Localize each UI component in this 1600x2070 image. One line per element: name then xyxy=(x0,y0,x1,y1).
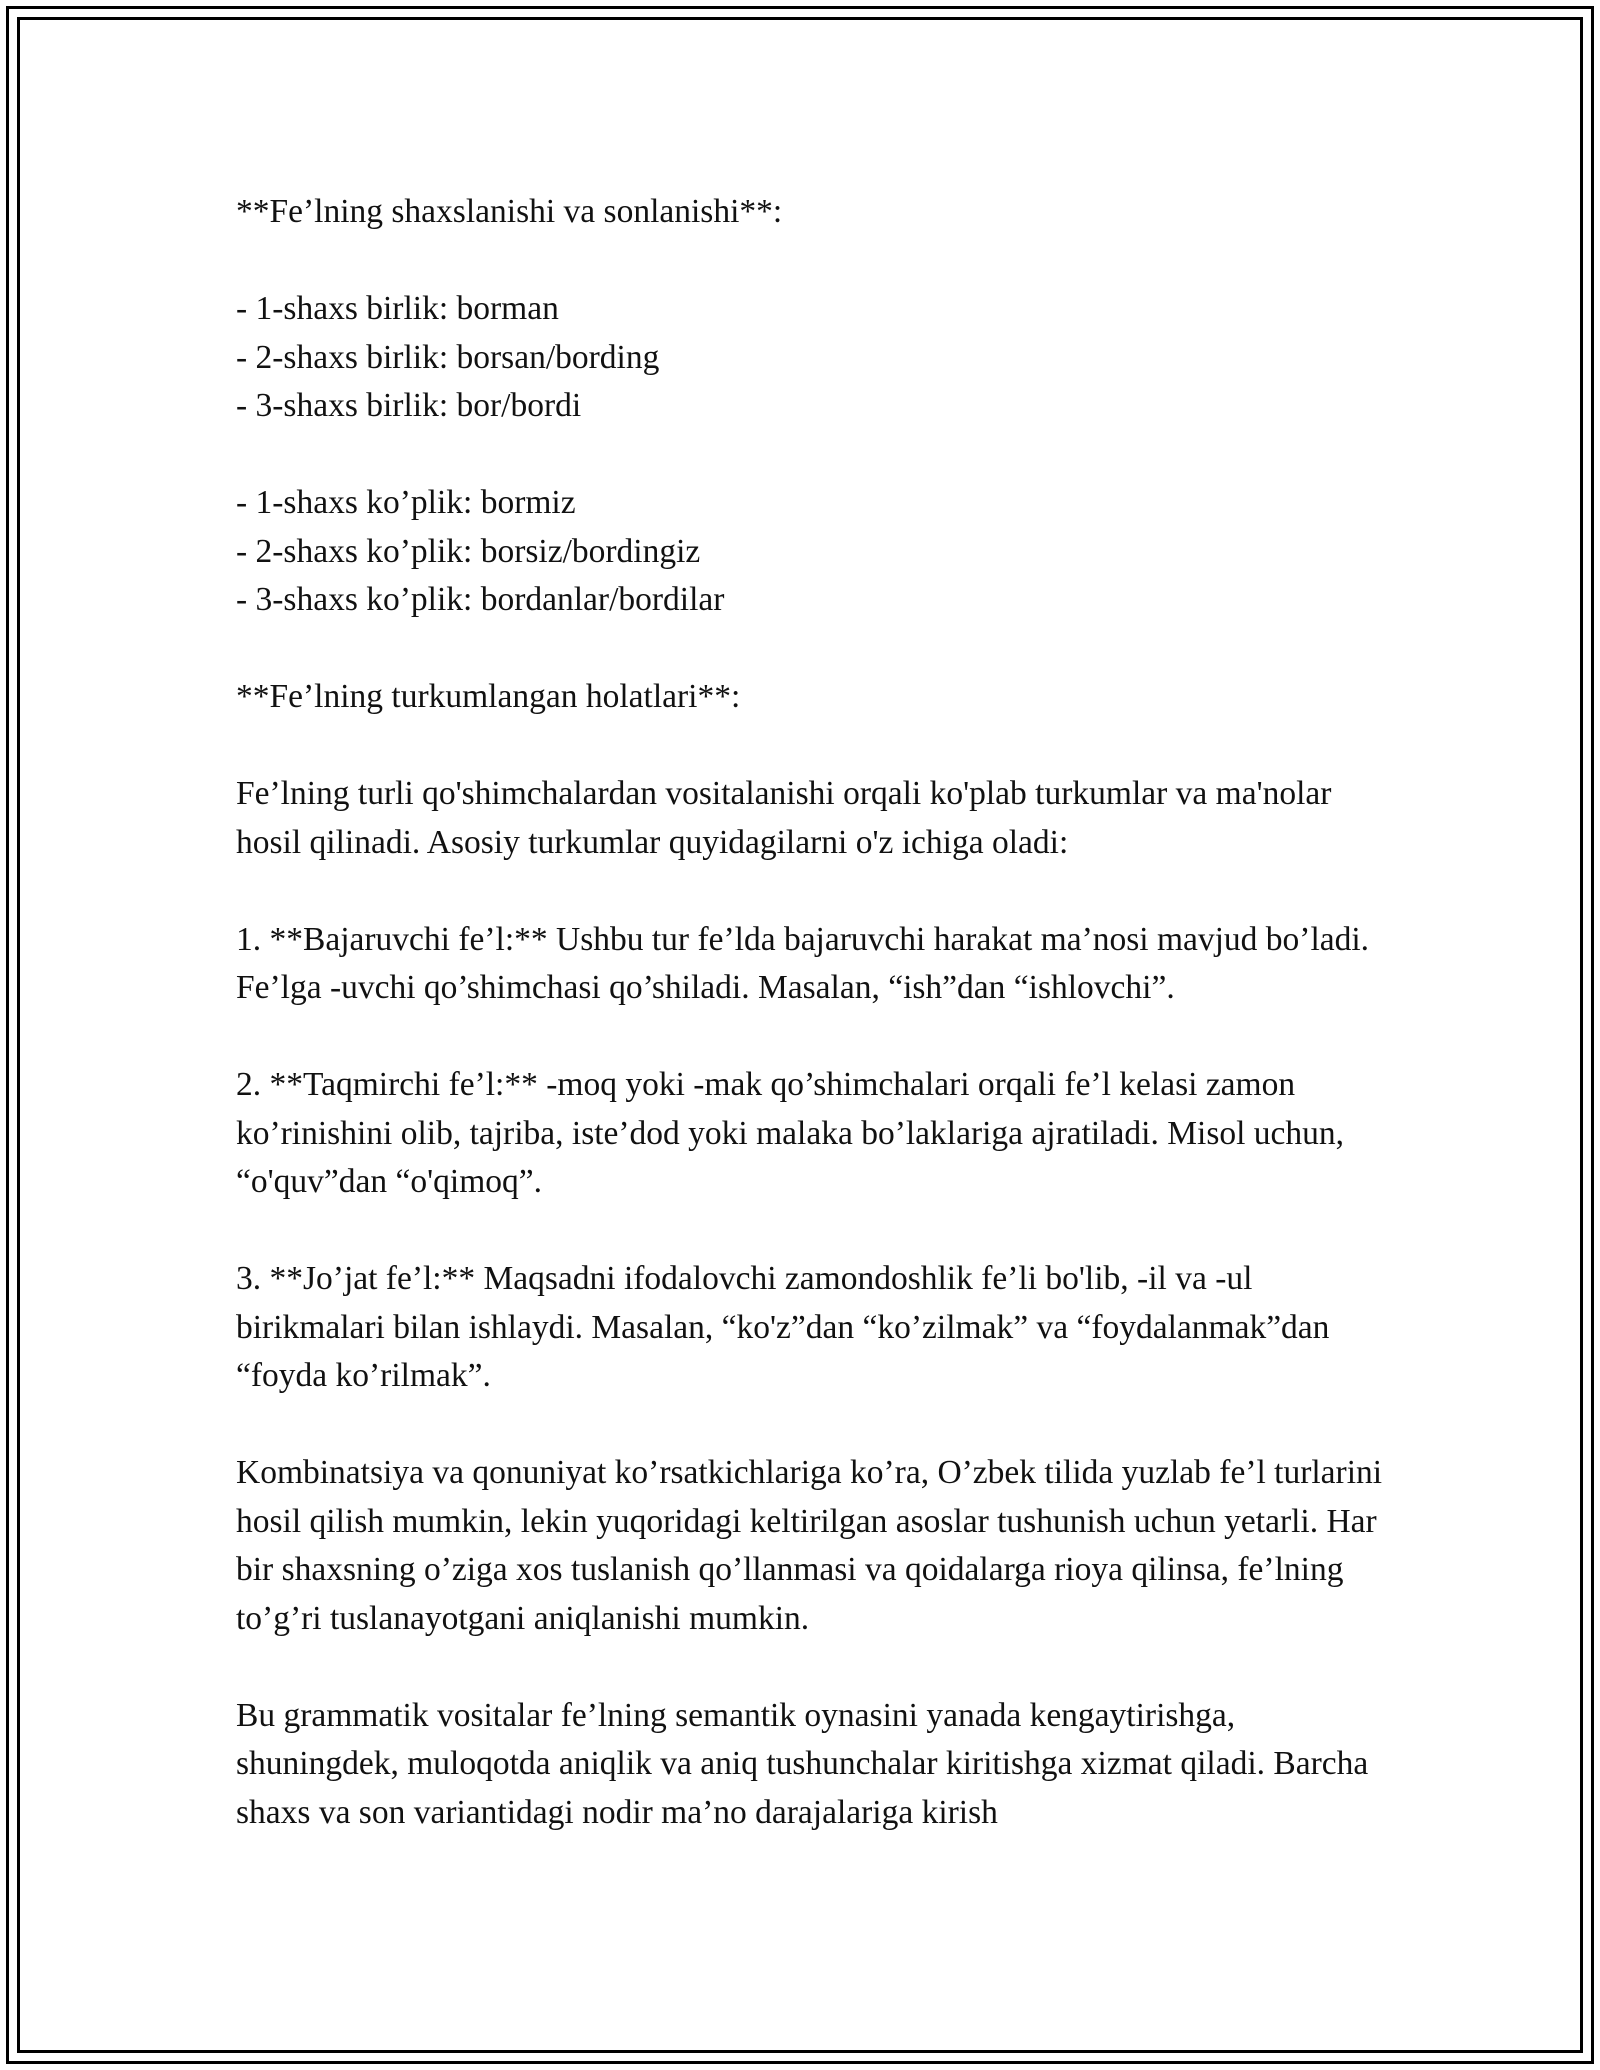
list-item-singular-1: - 1-shaxs birlik: borman xyxy=(236,290,559,327)
spacer xyxy=(236,867,1386,916)
spacer xyxy=(236,1643,1386,1692)
list-item-plural-1: - 1-shaxs ko’plik: bormiz xyxy=(236,484,576,521)
list-item-singular-3: - 3-shaxs birlik: bor/bordi xyxy=(236,387,582,424)
paragraph-conclusion: Bu grammatik vositalar fe’lning semantik oynasini yanada kengaytirishga, shuningdek, muloqotda aniqlik va aniq tushunchalar kiritishga xizmat qiladi. Barcha shaxs va son variantidagi nodir ma’no darajalariga kirish xyxy=(236,1696,1369,1831)
document-body xyxy=(236,188,1386,1837)
spacer xyxy=(236,1207,1386,1256)
spacer xyxy=(236,1401,1386,1450)
spacer xyxy=(236,722,1386,771)
numbered-item-3: 3. **Jo’jat fe’l:** Maqsadni ifodalovchi zamondoshlik fe’li bo'lib, -il va -ul birikmalari bilan ishlaydi. Masalan, “ko'z”dan “ko’zilmak” va “foydalanmak”dan “foyda ko’rilmak”. xyxy=(236,1260,1330,1394)
list-item-plural-3: - 3-shaxs ko’plik: bordanlar/bordilar xyxy=(236,581,725,618)
spacer xyxy=(236,625,1386,674)
list-item-singular-2: - 2-shaxs birlik: borsan/bording xyxy=(236,338,660,376)
list-item-plural-2: - 2-shaxs ko’plik: borsiz/bordingiz xyxy=(236,532,701,570)
paragraph-combination: Kombinatsiya va qonuniyat ko’rsatkichlariga ko’ra, O’zbek tilida yuzlab fe’l turlarini hosil qilish mumkin, lekin yuqoridagi keltirilgan asoslar tushunish uchun yetarli. Har bir shaxsning o’ziga xos tuslanish qo’llanmasi va qoidalarga rioya qilinsa, fe’lning to’g’ri tuslanayotgani aniqlanishi mumkin. xyxy=(236,1454,1383,1637)
spacer xyxy=(236,237,1386,286)
numbered-item-2: 2. **Taqmirchi fe’l:** -moq yoki -mak qo’shimchalari orqali fe’l kelasi zamon ko’rinishini olib, tajriba, iste’dod yoki malaka bo’laklariga ajratiladi. Misol uchun, “o'quv”dan “o'qimoq”. xyxy=(236,1066,1345,1200)
intro-paragraph: Fe’lning turli qo'shimchalardan vositalanishi orqali ko'plab turkumlar va ma'nolar hosil qilinadi. Asosiy turkumlar quyidagilarni o'z ichiga oladi: xyxy=(236,775,1332,861)
spacer xyxy=(236,1013,1386,1062)
section-heading-conjugation: **Fe’lning shaxslanishi va sonlanishi**: xyxy=(236,193,783,230)
spacer xyxy=(236,431,1386,480)
section-heading-categories: **Fe’lning turkumlangan holatlari**: xyxy=(236,678,741,715)
numbered-item-1: 1. **Bajaruvchi fe’l:** Ushbu tur fe’lda bajaruvchi harakat ma’nosi mavjud bo’ladi. Fe’lga -uvchi qo’shimchasi qo’shiladi. Masalan, “ish”dan “ishlovchi”. xyxy=(236,920,1370,1006)
